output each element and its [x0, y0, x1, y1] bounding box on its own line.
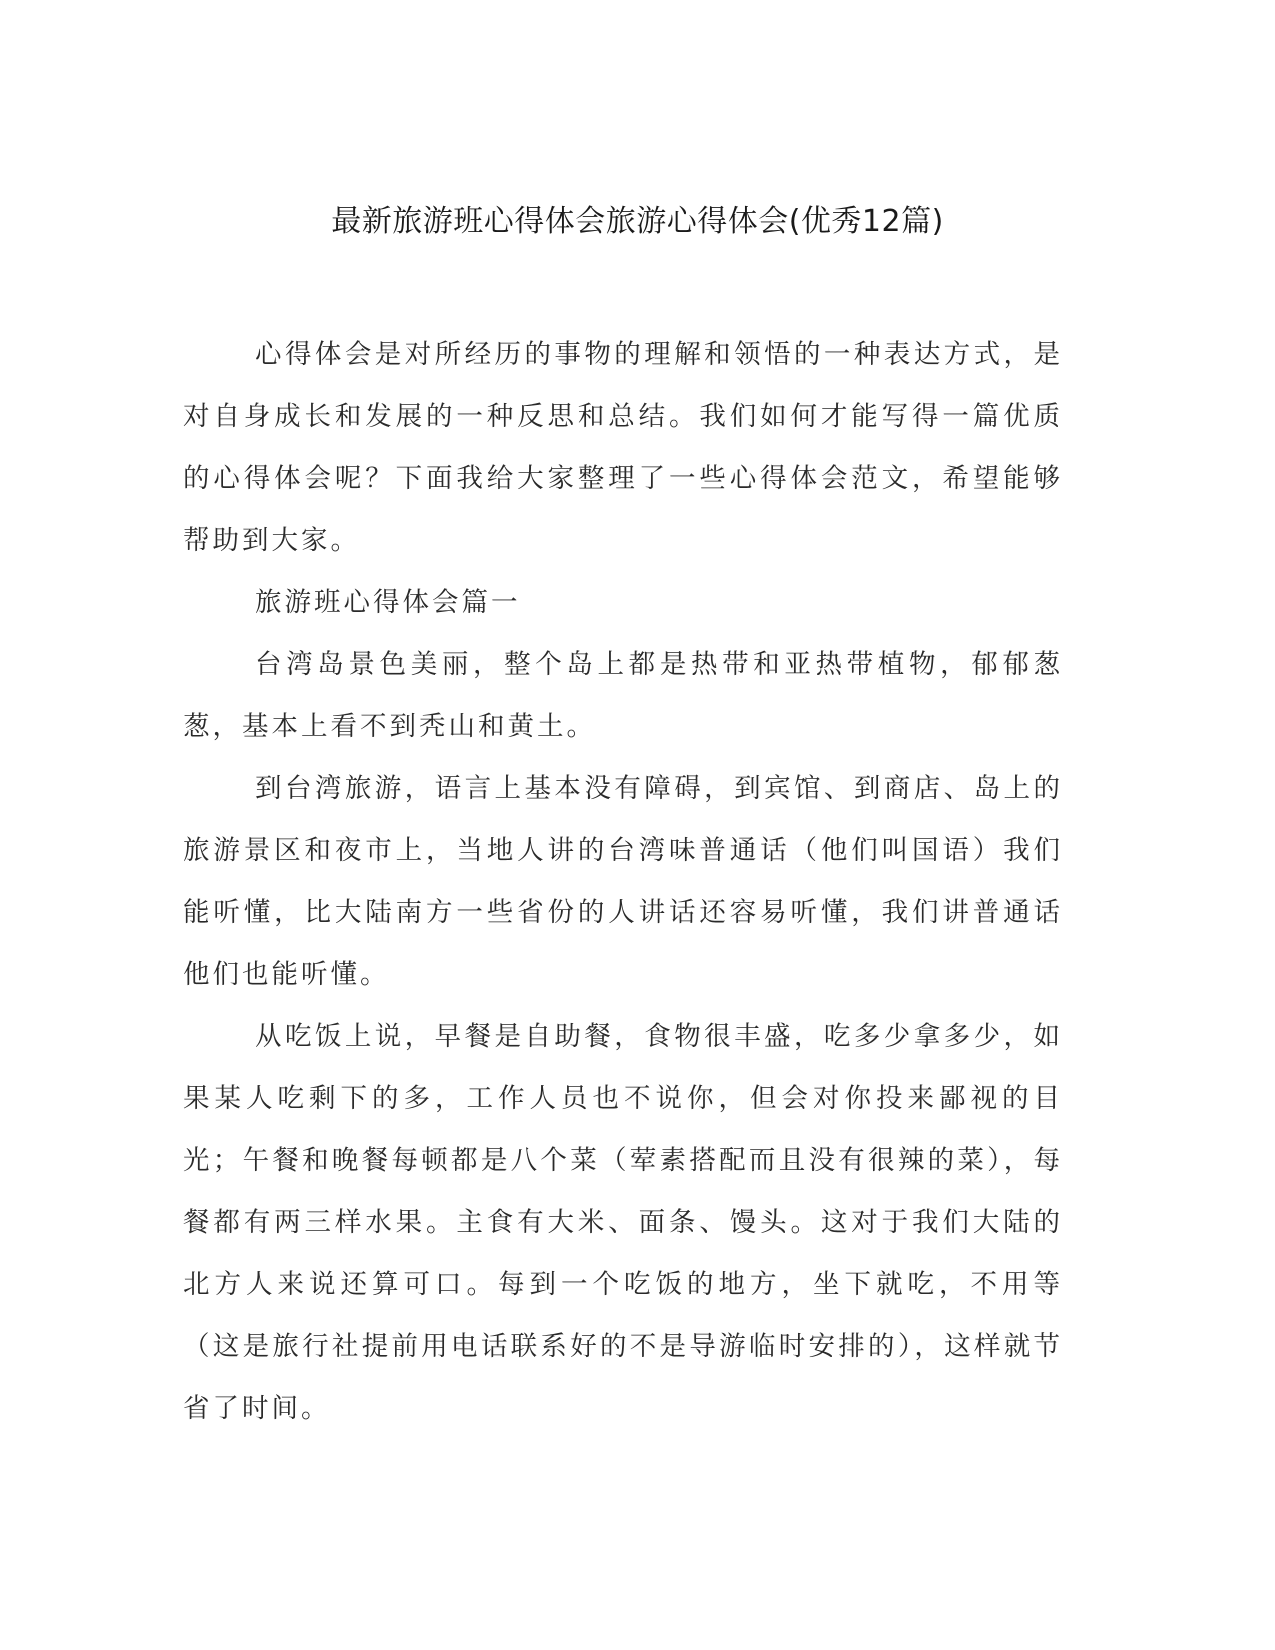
body-paragraph-scenery: 台湾岛景色美丽，整个岛上都是热带和亚热带植物，郁郁葱葱，基本上看不到秃山和黄土。 [183, 649, 1063, 742]
document-body [183, 324, 1063, 1440]
intro-paragraph: 心得体会是对所经历的事物的理解和领悟的一种表达方式，是对自身成长和发展的一种反思和总结。我们如何才能写得一篇优质的心得体会呢？下面我给大家整理了一些心得体会范文，希望能够帮助到大家。 [183, 339, 1063, 556]
document-title: 最新旅游班心得体会旅游心得体会(优秀12篇) [331, 204, 944, 239]
body-paragraph-language: 到台湾旅游，语言上基本没有障碍，到宾馆、到商店、岛上的旅游景区和夜市上，当地人讲的台湾味普通话（他们叫国语）我们能听懂，比大陆南方一些省份的人讲话还容易听懂，我们讲普通话他们也能听懂。 [183, 773, 1063, 990]
body-paragraph-food: 从吃饭上说，早餐是自助餐，食物很丰盛，吃多少拿多少，如果某人吃剩下的多，工作人员也不说你，但会对你投来鄙视的目光；午餐和晚餐每顿都是八个菜（荤素搭配而且没有很辣的菜），每餐都有两三样水果。主食有大米、面条、馒头。这对于我们大陆的北方人来说还算可口。每到一个吃饭的地方，坐下就吃，不用等（这是旅行社提前用电话联系好的不是导游临时安排的），这样就节省了时间。 [183, 1021, 1063, 1424]
section-heading: 旅游班心得体会篇一 [255, 587, 521, 618]
